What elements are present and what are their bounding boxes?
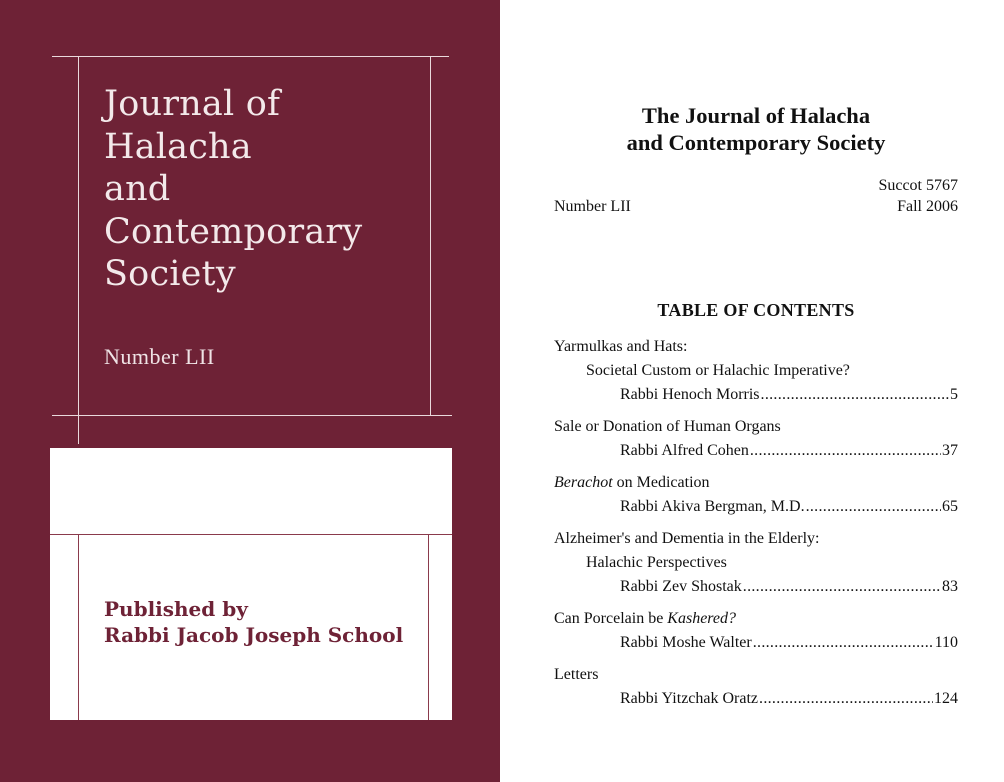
entry-author: Rabbi Moshe Walter bbox=[620, 634, 752, 651]
entry-title: Letters bbox=[554, 666, 599, 683]
cover-title-line: Journal of bbox=[104, 84, 281, 124]
panel-line-horizontal bbox=[50, 534, 452, 535]
entry-title-italic: Berachot bbox=[554, 474, 613, 491]
entry-author-line bbox=[554, 575, 958, 599]
entry-author: Rabbi Alfred Cohen bbox=[620, 442, 749, 459]
entry-page-number: 83 bbox=[942, 578, 958, 595]
season-date: Fall 2006 bbox=[897, 198, 958, 215]
entry-title bbox=[554, 471, 958, 495]
toc-heading: TABLE OF CONTENTS bbox=[657, 300, 855, 320]
journal-title-line: The Journal of Halacha bbox=[641, 103, 871, 128]
entry-page-number: 5 bbox=[950, 386, 958, 403]
journal-title bbox=[500, 102, 1004, 156]
entry-subtitle: Societal Custom or Halachic Imperative? bbox=[586, 362, 850, 379]
cover-title-line: Contemporary bbox=[104, 211, 363, 252]
cover-issue-number: Number LII bbox=[104, 344, 215, 369]
entry-author-line bbox=[554, 631, 958, 655]
holiday-date: Succot 5767 bbox=[878, 177, 958, 194]
entry-page-number: 65 bbox=[942, 498, 958, 515]
entry-title-rest: on Medication bbox=[612, 474, 710, 491]
cover-frame-line-left bbox=[78, 56, 79, 444]
cover-publisher-panel bbox=[50, 448, 452, 720]
toc-entry bbox=[554, 335, 958, 407]
toc-entry bbox=[554, 415, 958, 463]
cover-title-line: and bbox=[104, 169, 171, 209]
table-of-contents bbox=[554, 335, 958, 719]
entry-page-number: 110 bbox=[934, 634, 958, 651]
leader-dots bbox=[761, 383, 949, 407]
entry-author-line bbox=[554, 495, 958, 519]
entry-title: Alzheimer's and Dementia in the Elderly: bbox=[554, 530, 820, 547]
cover-publisher bbox=[104, 596, 403, 648]
publisher-line: Published by bbox=[104, 597, 248, 621]
leader-dots bbox=[759, 687, 933, 711]
toc-entry bbox=[554, 607, 958, 655]
entry-title-italic: Kashered? bbox=[667, 610, 737, 627]
toc-entry bbox=[554, 471, 958, 519]
panel-line-left bbox=[78, 534, 79, 720]
leader-dots bbox=[753, 631, 934, 655]
entry-subtitle: Halachic Perspectives bbox=[586, 554, 727, 571]
entry-page-number: 124 bbox=[934, 690, 958, 707]
entry-author: Rabbi Zev Shostak bbox=[620, 578, 742, 595]
cover-title-line: Society bbox=[104, 254, 236, 294]
cover-frame-line-top bbox=[52, 56, 449, 57]
journal-title-line: and Contemporary Society bbox=[626, 130, 886, 155]
entry-title bbox=[554, 607, 958, 631]
publisher-line: Rabbi Jacob Joseph School bbox=[104, 623, 404, 647]
journal-cover bbox=[0, 0, 500, 782]
entry-author-line bbox=[554, 439, 958, 463]
contents-page bbox=[500, 0, 1004, 782]
cover-frame-line-right bbox=[430, 56, 431, 416]
entry-title: Yarmulkas and Hats: bbox=[554, 338, 688, 355]
entry-author: Rabbi Henoch Morris bbox=[620, 386, 760, 403]
entry-author-line bbox=[554, 383, 958, 407]
toc-entry bbox=[554, 527, 958, 599]
entry-page-number: 37 bbox=[942, 442, 958, 459]
entry-author-line bbox=[554, 687, 958, 711]
entry-author: Rabbi Yitzchak Oratz bbox=[620, 690, 759, 707]
entry-title-pre: Can Porcelain be bbox=[554, 610, 668, 627]
leader-dots bbox=[743, 575, 941, 599]
leader-dots bbox=[806, 495, 941, 519]
cover-title bbox=[104, 83, 424, 296]
panel-line-right bbox=[428, 534, 429, 720]
issue-number: Number LII bbox=[554, 198, 631, 215]
entry-author: Rabbi Akiva Bergman, M.D. bbox=[620, 498, 805, 515]
leader-dots bbox=[750, 439, 941, 463]
cover-title-line: Halacha bbox=[104, 126, 252, 167]
toc-entry bbox=[554, 663, 958, 711]
cover-frame-line-middle bbox=[52, 415, 452, 416]
entry-title: Sale or Donation of Human Organs bbox=[554, 418, 781, 435]
